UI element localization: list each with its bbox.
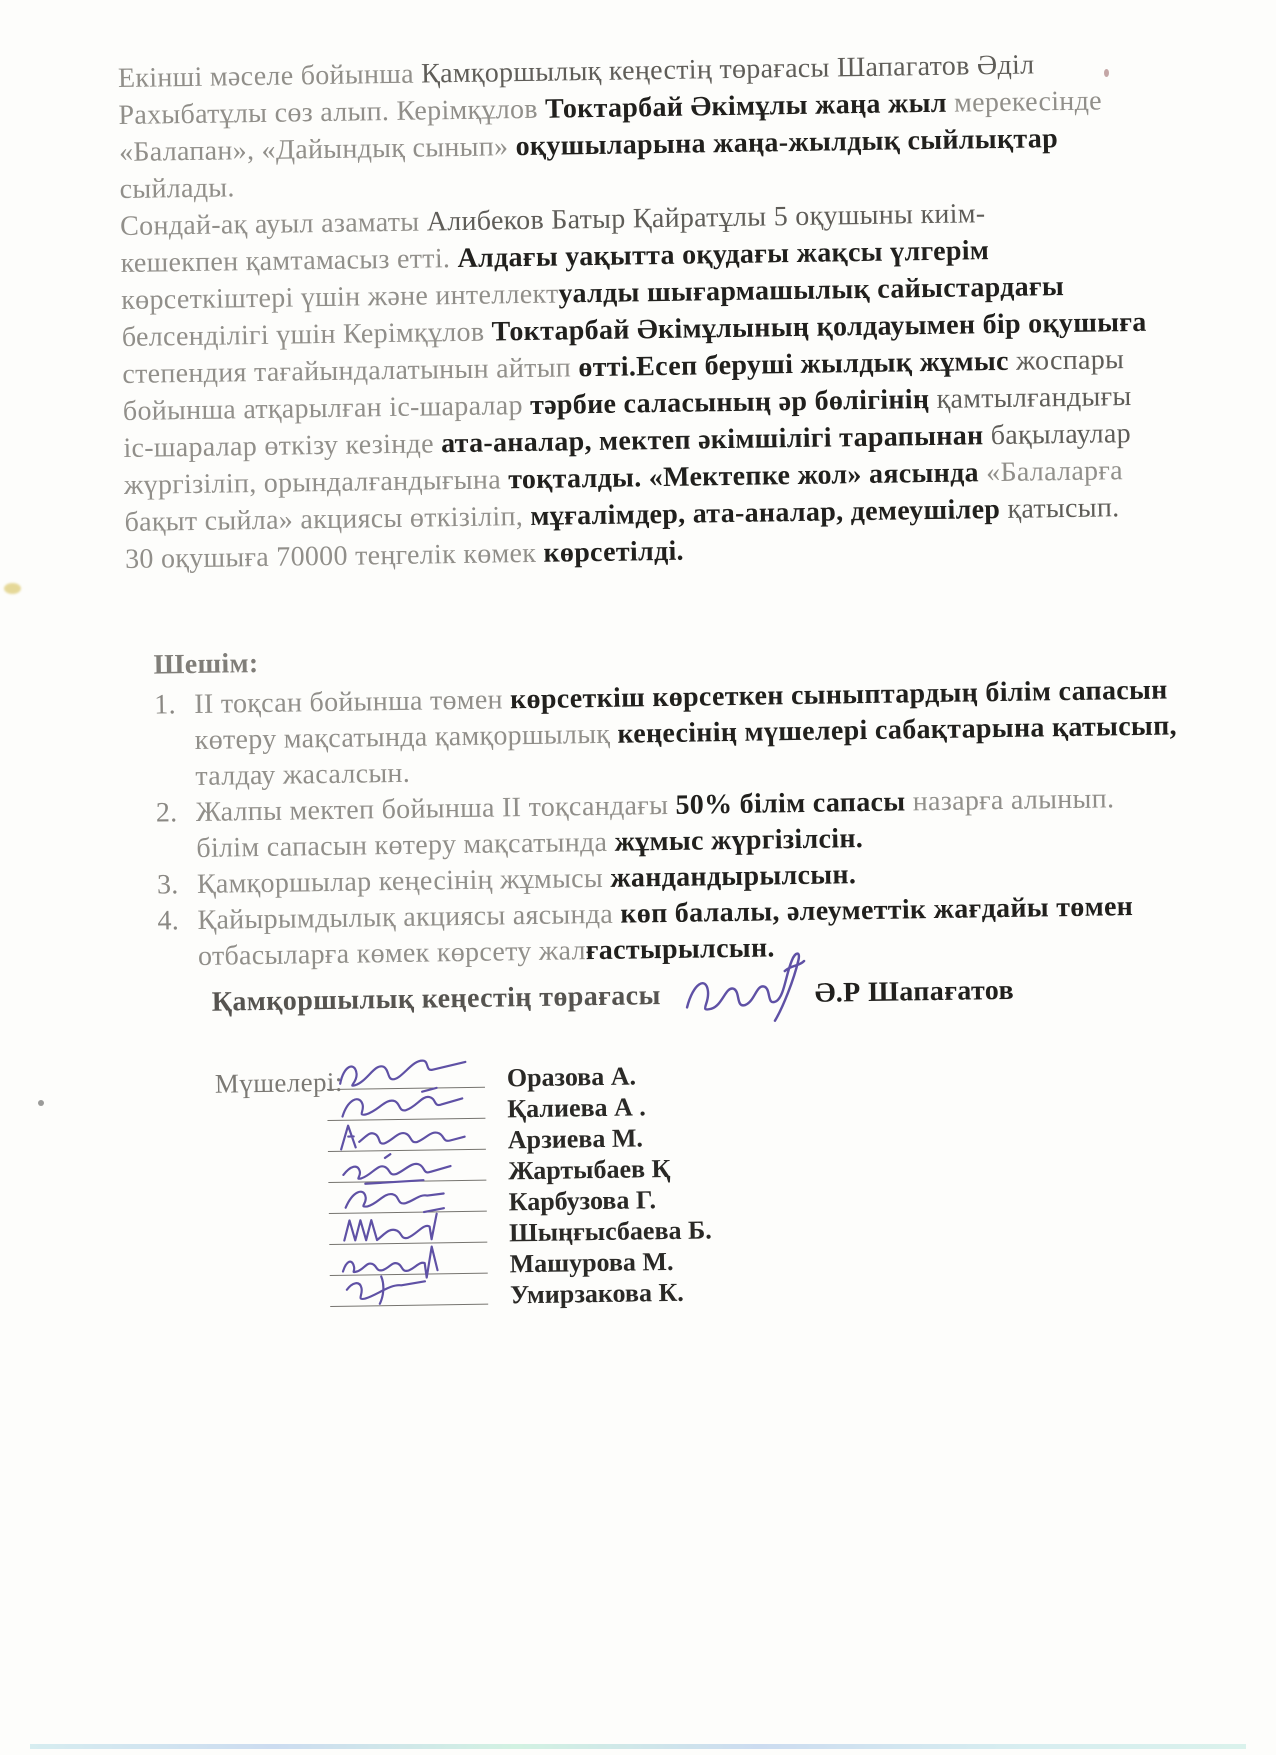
decision-item-number: 4.	[157, 905, 180, 937]
text-segment: жүргізіліп, орындалғандығына	[123, 464, 509, 501]
text-segment: іс-шаралар өткізу кезінде	[123, 428, 442, 464]
text-segment: степендия тағайындалатынын айтып	[122, 352, 579, 390]
text-segment: ІІ тоқсан бойынша төмен	[194, 684, 511, 720]
text-segment: көп балалы, әлеуметтік жағдайы төмен	[620, 891, 1134, 930]
member-signature-ink	[332, 1268, 481, 1310]
decision-section	[153, 632, 1180, 975]
text-segment: мерекесінде	[953, 85, 1103, 119]
text-segment: «Балапан», «Дайындық сынып»	[118, 131, 516, 169]
scan-smudge-left-edge	[4, 583, 21, 594]
member-name: Қалиева А .	[507, 1092, 647, 1124]
text-segment: талдау жасалсын.	[195, 757, 411, 792]
member-name: Арзиева М.	[507, 1123, 644, 1155]
text-segment: ғастырылсын.	[585, 932, 775, 967]
text-segment: мұғалімдер, ата-аналар, демеушілер	[530, 493, 1008, 532]
text-segment: «Балаларға	[985, 455, 1124, 489]
member-name: Шыңғысбаева Б.	[508, 1215, 712, 1248]
body-paragraph	[118, 45, 1150, 578]
text-segment: Жалпы мектеп бойынша ІІ тоқсандағы	[195, 789, 676, 828]
text-segment: кешекпен қамтамасыз етті.	[120, 243, 458, 280]
chairman-label: Қамқоршылық кеңестің төрағасы	[211, 980, 661, 1018]
chairman-signature-ink	[670, 935, 809, 1033]
text-segment: қамтылғандығы	[936, 381, 1132, 415]
scan-speck-top-right	[1104, 69, 1109, 77]
text-segment: уалды шығармашылық сайыстардағы	[558, 271, 1065, 310]
text-segment: 30 оқушыға 70000 теңгелік көмек	[124, 537, 544, 575]
text-segment: көтеру мақсатында қамқоршылық	[194, 718, 618, 756]
member-name: Карбузова Г.	[508, 1185, 657, 1217]
decision-list	[154, 672, 1180, 975]
members-list	[327, 1053, 713, 1310]
text-segment: Токтарбай Әкімұлының қолдауымен бір оқушыға	[491, 306, 1147, 348]
text-segment: Қайырымдылық акциясы аясында	[197, 898, 621, 936]
text-segment: оқушыларына жаңа-жылдық сыйлықтар	[515, 123, 1059, 163]
scanner-edge-strip	[30, 1744, 1246, 1749]
text-segment: назарға алынып.	[912, 783, 1115, 818]
text-segment: ата-аналар, мектеп әкімшілігі тарапынан	[440, 420, 991, 460]
scan-speck-left	[38, 1100, 44, 1106]
text-segment: Қамқоршылар кеңесінің жұмысы	[196, 862, 611, 900]
decision-item-number: 1.	[154, 689, 177, 721]
chairman-name: Ә.Р Шапағатов	[814, 974, 1015, 1009]
decision-heading: Шешім:	[153, 648, 259, 681]
text-segment: Екінші мәселе бойынша	[117, 58, 422, 95]
text-segment: бақыт сыйла» акциясы өткізіліп,	[124, 500, 531, 538]
text-segment: Алдағы уақытта оқудағы жақсы үлгерім	[457, 235, 990, 275]
member-name: Умирзакова К.	[509, 1277, 685, 1310]
text-segment: тәрбие саласының әр бөлігінің	[529, 383, 937, 421]
text-segment: 50% білім сапасы	[675, 786, 913, 821]
text-segment: жоспары	[1015, 344, 1125, 377]
text-segment: кеңесінің мүшелері сабақтарына қатысып,	[617, 710, 1178, 750]
text-segment: білім сапасын көтеру мақсатында	[196, 826, 615, 864]
text-segment: көрсеткіш көрсеткен сыныптардың білім сапасын	[509, 674, 1168, 716]
text-segment: көрсетілді.	[543, 535, 685, 569]
text-segment: тоқталды. «Мектепке жол» аясында	[507, 457, 987, 496]
text-segment: өтті.Есеп беруші жылдық жұмыс	[578, 345, 1017, 384]
text-segment: жандандырылсын.	[610, 859, 857, 894]
text-segment: бойынша атқарылған іс-шаралар	[122, 389, 531, 427]
text-segment: Токтарбай Әкімұлы жаңа жыл	[544, 87, 955, 125]
member-name: Машурова М.	[509, 1246, 674, 1279]
text-segment: қатысып.	[1007, 492, 1120, 525]
text-segment: белсенділігі үшін Керімқұлов	[121, 316, 492, 353]
text-segment: бақылаулар	[990, 418, 1132, 452]
text-segment: Қамқоршылық кеңестің төрағасы Шапагатов Әділ	[420, 49, 1035, 90]
member-name: Оразова А.	[506, 1061, 637, 1093]
text-segment: жұмыс жүргізілсін.	[614, 823, 864, 858]
text-segment: Сондай-ақ ауыл азаматы	[119, 206, 427, 243]
decision-item-text	[194, 672, 1178, 795]
text-segment: Рахыбатұлы сөз алып. Керімқұлов	[118, 93, 546, 132]
chairman-signature-row	[211, 975, 1014, 1019]
decision-item-number: 2.	[155, 797, 178, 829]
member-name: Жартыбаев Қ	[508, 1153, 671, 1186]
member-signature-blank	[330, 1273, 488, 1307]
decision-item	[157, 888, 1180, 975]
decision-item-number: 3.	[156, 869, 179, 901]
decision-item	[154, 672, 1178, 795]
text-segment: отбасыларға көмек көрсету жал	[197, 935, 587, 972]
text-segment: көрсеткіштері үшін және интеллект	[121, 278, 559, 317]
text-segment: сыйлады.	[119, 172, 235, 206]
members-label: Мүшелері:	[214, 1066, 343, 1099]
text-segment: Алибеков Батыр Қайратұлы 5 оқушыны киім-	[426, 198, 986, 238]
